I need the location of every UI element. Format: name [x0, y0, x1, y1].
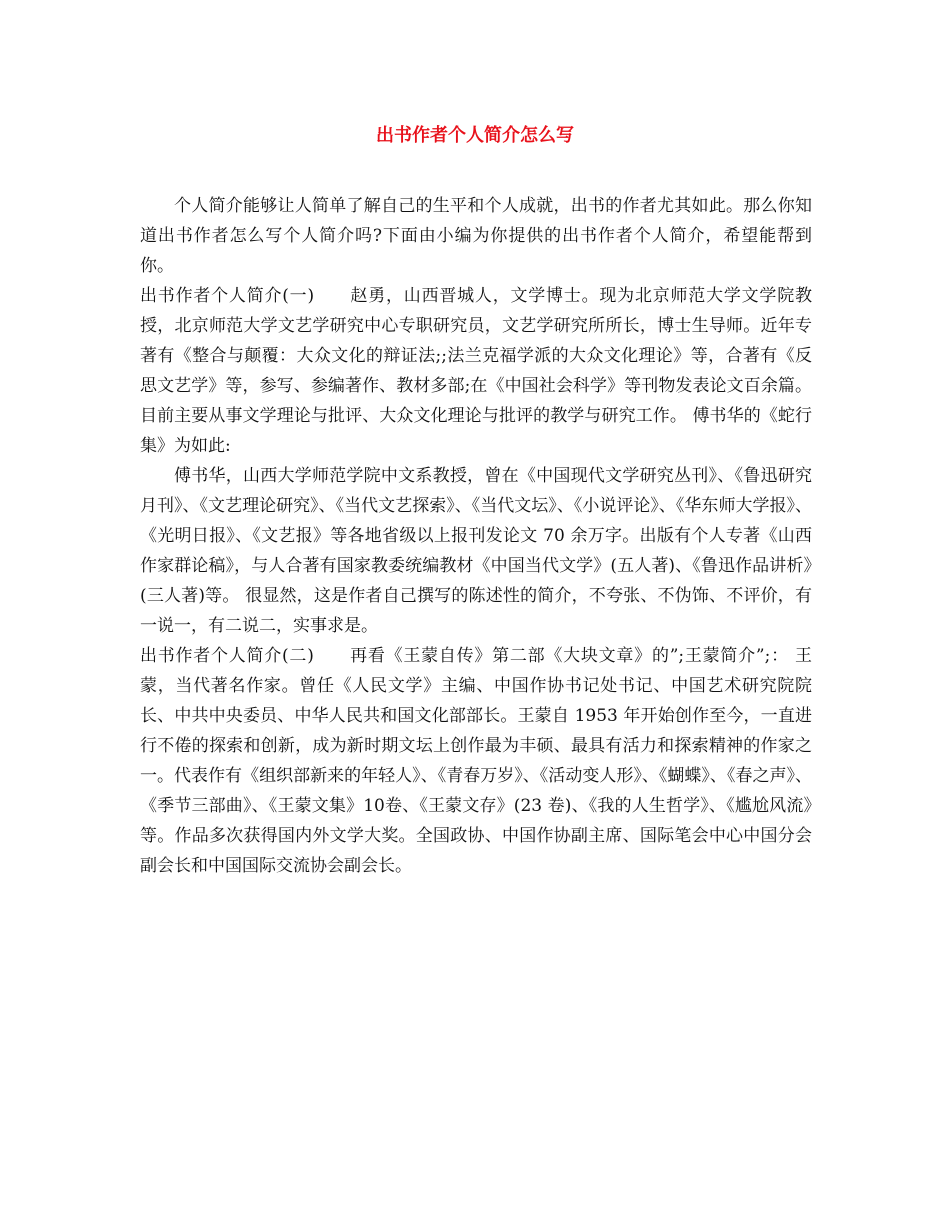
- document-body: [140, 191, 812, 881]
- document-title: 出书作者个人简介怎么写: [376, 125, 574, 146]
- intro-paragraph: 个人简介能够让人简单了解自己的生平和个人成就，出书的作者尤其如此。那么你知道出书作者怎么写个人简介吗?下面由小编为你提供的出书作者个人简介，希望能帮到你。: [140, 196, 812, 276]
- fu-shuhua-paragraph: 傅书华，山西大学师范学院中文系教授，曾在《中国现代文学研究丛刊》、《鲁迅研究月刊》、《文艺理论研究》、《当代文艺探索》、《当代文坛》、《小说评论》、《华东师大学报》、《光明日报》、《文艺报》等各地省级以上报刊发论文 70 余万字。出版有个人专著《山西作家群论稿》，与人合著有国家教委统编教材《中国当代文学》(五人著)、《鲁迅作品讲析》(三人著)等。 很显然，这是作者自己撰写的陈述性的简介，不夸张、不伪饰、不评价，有一说一，有二说二，实事求是。: [140, 466, 812, 636]
- profile-one-paragraph: 出书作者个人简介(一) 赵勇，山西晋城人，文学博士。现为北京师范大学文学院教授，北京师范大学文艺学研究中心专职研究员，文艺学研究所所长，博士生导师。近年专著有《整合与颠覆：大众文化的辩证法;;法兰克福学派的大众文化理论》等，合著有《反思文艺学》等，参写、参编著作、教材多部;在《中国社会科学》等刊物发表论文百余篇。目前主要从事文学理论与批评、大众文化理论与批评的教学与研究工作。 傅书华的《蛇行集》为如此:: [140, 286, 812, 456]
- profile-two-paragraph: 出书作者个人简介(二) 再看《王蒙自传》第二部《大块文章》的”;王蒙简介”;： 王蒙，当代著名作家。曾任《人民文学》主编、中国作协书记处书记、中国艺术研究院院长、中共中央委员、中华人民共和国文化部部长。王蒙自 1953 年开始创作至今，一直进行不倦的探索和创新，成为新时期文坛上创作最为丰硕、最具有活力和探索精神的作家之一。代表作有《组织部新来的年轻人》、《青春万岁》、《活动变人形》、《蝴蝶》、《春之声》、《季节三部曲》、《王蒙文集》10卷、《王蒙文存》(23 卷)、《我的人生哲学》、《尴尬风流》等。作品多次获得国内外文学大奖。全国政协、中国作协副主席、国际笔会中心中国分会副会长和中国国际交流协会副会长。: [140, 646, 812, 876]
